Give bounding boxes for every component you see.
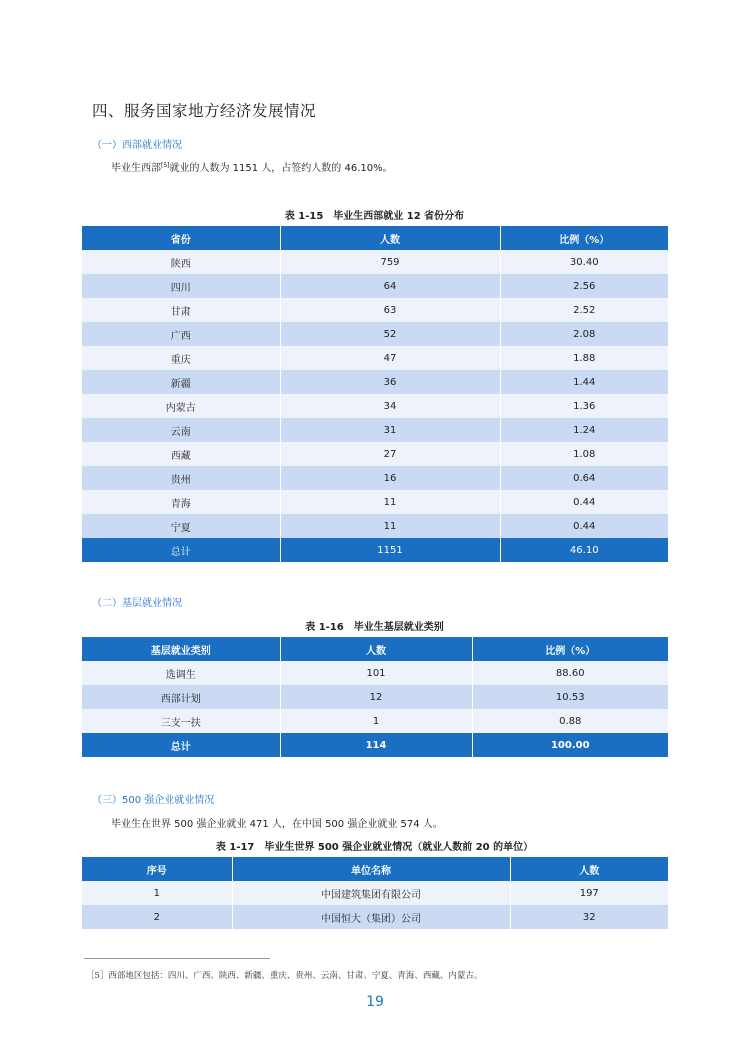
table-cell: 0.64	[500, 466, 668, 490]
subsection-title-grassroots: （二）基层就业情况	[92, 598, 182, 609]
table-cell: 陕西	[82, 250, 280, 274]
table-cell: 759	[280, 250, 500, 274]
table-cell: 青海	[82, 490, 280, 514]
total-cell: 总计	[82, 538, 280, 562]
table-total-row	[82, 733, 668, 757]
table-row	[82, 685, 668, 709]
table2-caption: 表 1-16 毕业生基层就业类别	[305, 622, 444, 633]
table-cell: 西部计划	[82, 685, 280, 709]
table-cell: 内蒙古	[82, 394, 280, 418]
subsection-title-west: （一）西部就业情况	[92, 140, 182, 151]
grassroots-table	[82, 637, 668, 757]
table-row	[82, 274, 668, 298]
col-header-province: 省份	[82, 226, 280, 250]
table-cell: 11	[280, 514, 500, 538]
table-cell: 12	[280, 685, 472, 709]
table-cell: 101	[280, 661, 472, 685]
table-cell: 47	[280, 346, 500, 370]
west-paragraph-text-b: 就业的人数为 1151 人，占签约人数的 46.10%。	[169, 163, 393, 174]
table-cell: 1.08	[500, 442, 668, 466]
table-cell: 广西	[82, 322, 280, 346]
table-cell: 52	[280, 322, 500, 346]
table-cell: 三支一扶	[82, 709, 280, 733]
table-row	[82, 905, 668, 929]
col-header-index: 序号	[82, 857, 232, 881]
col-header-category: 基层就业类别	[82, 637, 280, 661]
table-cell: 32	[510, 905, 668, 929]
table-cell: 重庆	[82, 346, 280, 370]
table-cell: 1.36	[500, 394, 668, 418]
table3-caption: 表 1-17 毕业生世界 500 强企业就业情况（就业人数前 20 的单位）	[215, 842, 534, 853]
table-cell: 贵州	[82, 466, 280, 490]
table-row	[82, 298, 668, 322]
table-cell: 1.88	[500, 346, 668, 370]
table-cell: 27	[280, 442, 500, 466]
table-cell: 63	[280, 298, 500, 322]
table-row	[82, 661, 668, 685]
footnote-divider	[84, 958, 270, 959]
table-row	[82, 514, 668, 538]
footnote-ref: [5]	[161, 162, 170, 169]
west-province-table	[82, 226, 668, 562]
table-row	[82, 394, 668, 418]
top500-paragraph: 毕业生在世界 500 强企业就业 471 人，在中国 500 强企业就业 574 人。	[111, 819, 443, 830]
table-cell: 1.24	[500, 418, 668, 442]
west-paragraph	[111, 159, 393, 174]
subsection-title-top500: （三）500 强企业就业情况	[92, 795, 215, 806]
table-cell: 0.88	[472, 709, 668, 733]
table-cell: 1	[82, 881, 232, 905]
total-cell: 1151	[280, 538, 500, 562]
table-cell: 197	[510, 881, 668, 905]
col-header-ratio: 比例（%）	[472, 637, 668, 661]
table-cell: 中国恒大（集团）公司	[232, 905, 510, 929]
table-cell: 2.08	[500, 322, 668, 346]
table-cell: 2	[82, 905, 232, 929]
table-cell: 36	[280, 370, 500, 394]
table-row	[82, 490, 668, 514]
table-cell: 34	[280, 394, 500, 418]
table-cell: 0.44	[500, 490, 668, 514]
table-cell: 2.52	[500, 298, 668, 322]
table-cell: 1	[280, 709, 472, 733]
table-cell: 2.56	[500, 274, 668, 298]
table-cell: 宁夏	[82, 514, 280, 538]
table-cell: 31	[280, 418, 500, 442]
table-row	[82, 466, 668, 490]
footnote: ［5］西部地区包括：四川、广西、陕西、新疆、重庆、贵州、云南、甘肃、宁夏、青海、西藏、内蒙古。	[86, 971, 483, 981]
west-paragraph-text-a: 毕业生西部	[111, 163, 161, 174]
table-cell: 新疆	[82, 370, 280, 394]
table-cell: 64	[280, 274, 500, 298]
table-row	[82, 250, 668, 274]
table-cell: 1.44	[500, 370, 668, 394]
table-row	[82, 370, 668, 394]
table-total-row	[82, 538, 668, 562]
table-row	[82, 709, 668, 733]
table-cell: 甘肃	[82, 298, 280, 322]
table-row	[82, 442, 668, 466]
total-cell: 总计	[82, 733, 280, 757]
col-header-count: 人数	[280, 637, 472, 661]
section-heading: 四、服务国家地方经济发展情况	[92, 102, 317, 120]
table-row	[82, 346, 668, 370]
col-header-ratio: 比例（%）	[500, 226, 668, 250]
page-number: 19	[366, 994, 384, 1010]
total-cell: 100.00	[472, 733, 668, 757]
table-cell: 11	[280, 490, 500, 514]
table-cell: 16	[280, 466, 500, 490]
table-cell: 西藏	[82, 442, 280, 466]
table-cell: 选调生	[82, 661, 280, 685]
table-cell: 88.60	[472, 661, 668, 685]
table-cell: 0.44	[500, 514, 668, 538]
total-cell: 46.10	[500, 538, 668, 562]
table-cell: 四川	[82, 274, 280, 298]
table1-caption: 表 1-15 毕业生西部就业 12 省份分布	[284, 211, 465, 222]
table-cell: 30.40	[500, 250, 668, 274]
table-cell: 10.53	[472, 685, 668, 709]
table-row	[82, 322, 668, 346]
top500-company-table	[82, 857, 668, 929]
col-header-count: 人数	[510, 857, 668, 881]
col-header-count: 人数	[280, 226, 500, 250]
table-cell: 云南	[82, 418, 280, 442]
table-row	[82, 418, 668, 442]
table-row	[82, 881, 668, 905]
total-cell: 114	[280, 733, 472, 757]
col-header-company: 单位名称	[232, 857, 510, 881]
table-cell: 中国建筑集团有限公司	[232, 881, 510, 905]
